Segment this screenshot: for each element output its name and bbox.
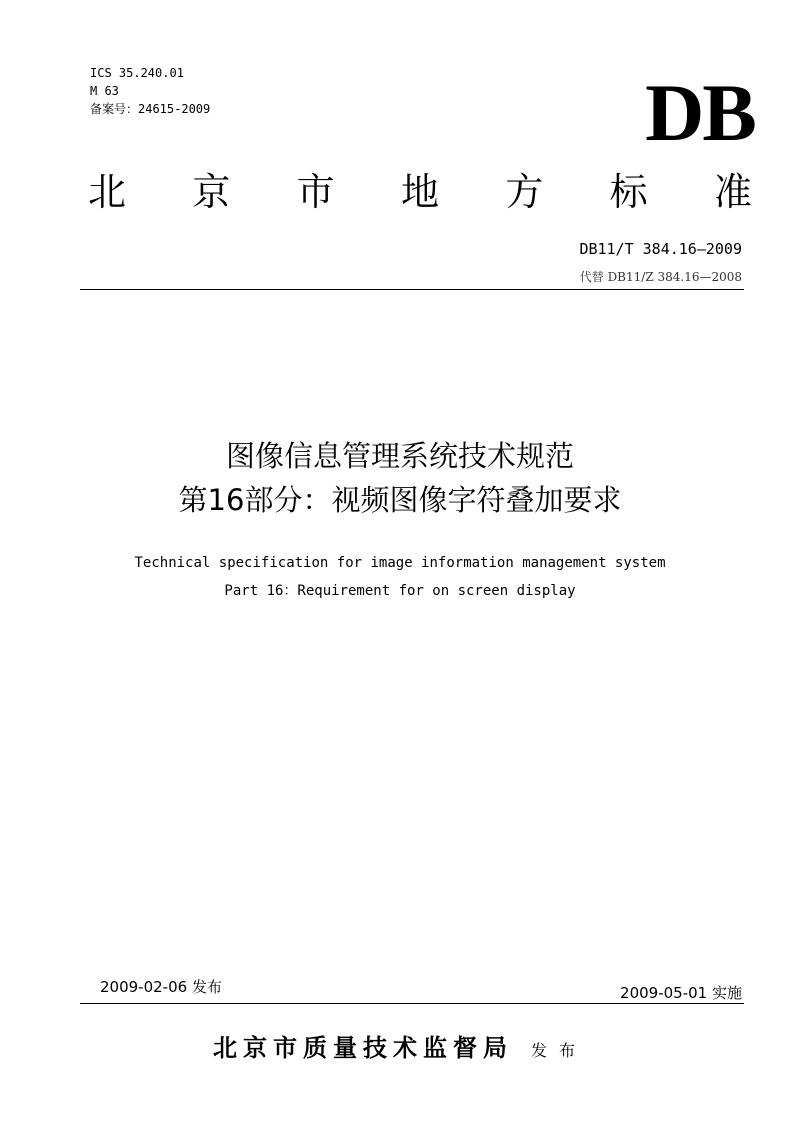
implementation-date: 2009-05-01 实施 <box>620 984 742 1002</box>
issuer-suffix: 发布 <box>530 1041 587 1060</box>
db-logo: DB <box>645 67 755 158</box>
footer-divider <box>80 1003 744 1004</box>
standard-type-char: 市 <box>296 170 335 214</box>
header-divider <box>80 289 744 290</box>
filing-number: 备案号：24615-2009 <box>90 102 211 116</box>
title-en-line2: Part 16：Requirement for on screen display <box>224 583 576 599</box>
classification-code: M 63 <box>90 84 119 98</box>
replaces-standard: 代替 DB11/Z 384.16—2008 <box>579 270 742 284</box>
title-zh-line2: 第16部分：视频图像字符叠加要求 <box>178 483 622 517</box>
title-en-line1: Technical specification for image information management system <box>134 555 666 571</box>
standard-number: DB11/T 384.16—2009 <box>579 240 742 258</box>
standard-type-char: 标 <box>609 170 648 214</box>
standard-type-char: 地 <box>400 170 439 214</box>
issuer-name: 北京市质量技术监督局 <box>212 1034 513 1062</box>
standard-type-char: 方 <box>505 170 544 214</box>
ics-code: ICS 35.240.01 <box>90 66 184 80</box>
standard-type-title <box>88 168 752 216</box>
standard-type-char: 北 <box>88 170 127 214</box>
standard-type-char: 京 <box>192 170 231 214</box>
title-zh-line1: 图像信息管理系统技术规范 <box>225 439 574 473</box>
standard-type-char: 准 <box>713 170 752 214</box>
release-date: 2009-02-06 发布 <box>100 978 222 996</box>
issuer <box>0 1028 800 1063</box>
